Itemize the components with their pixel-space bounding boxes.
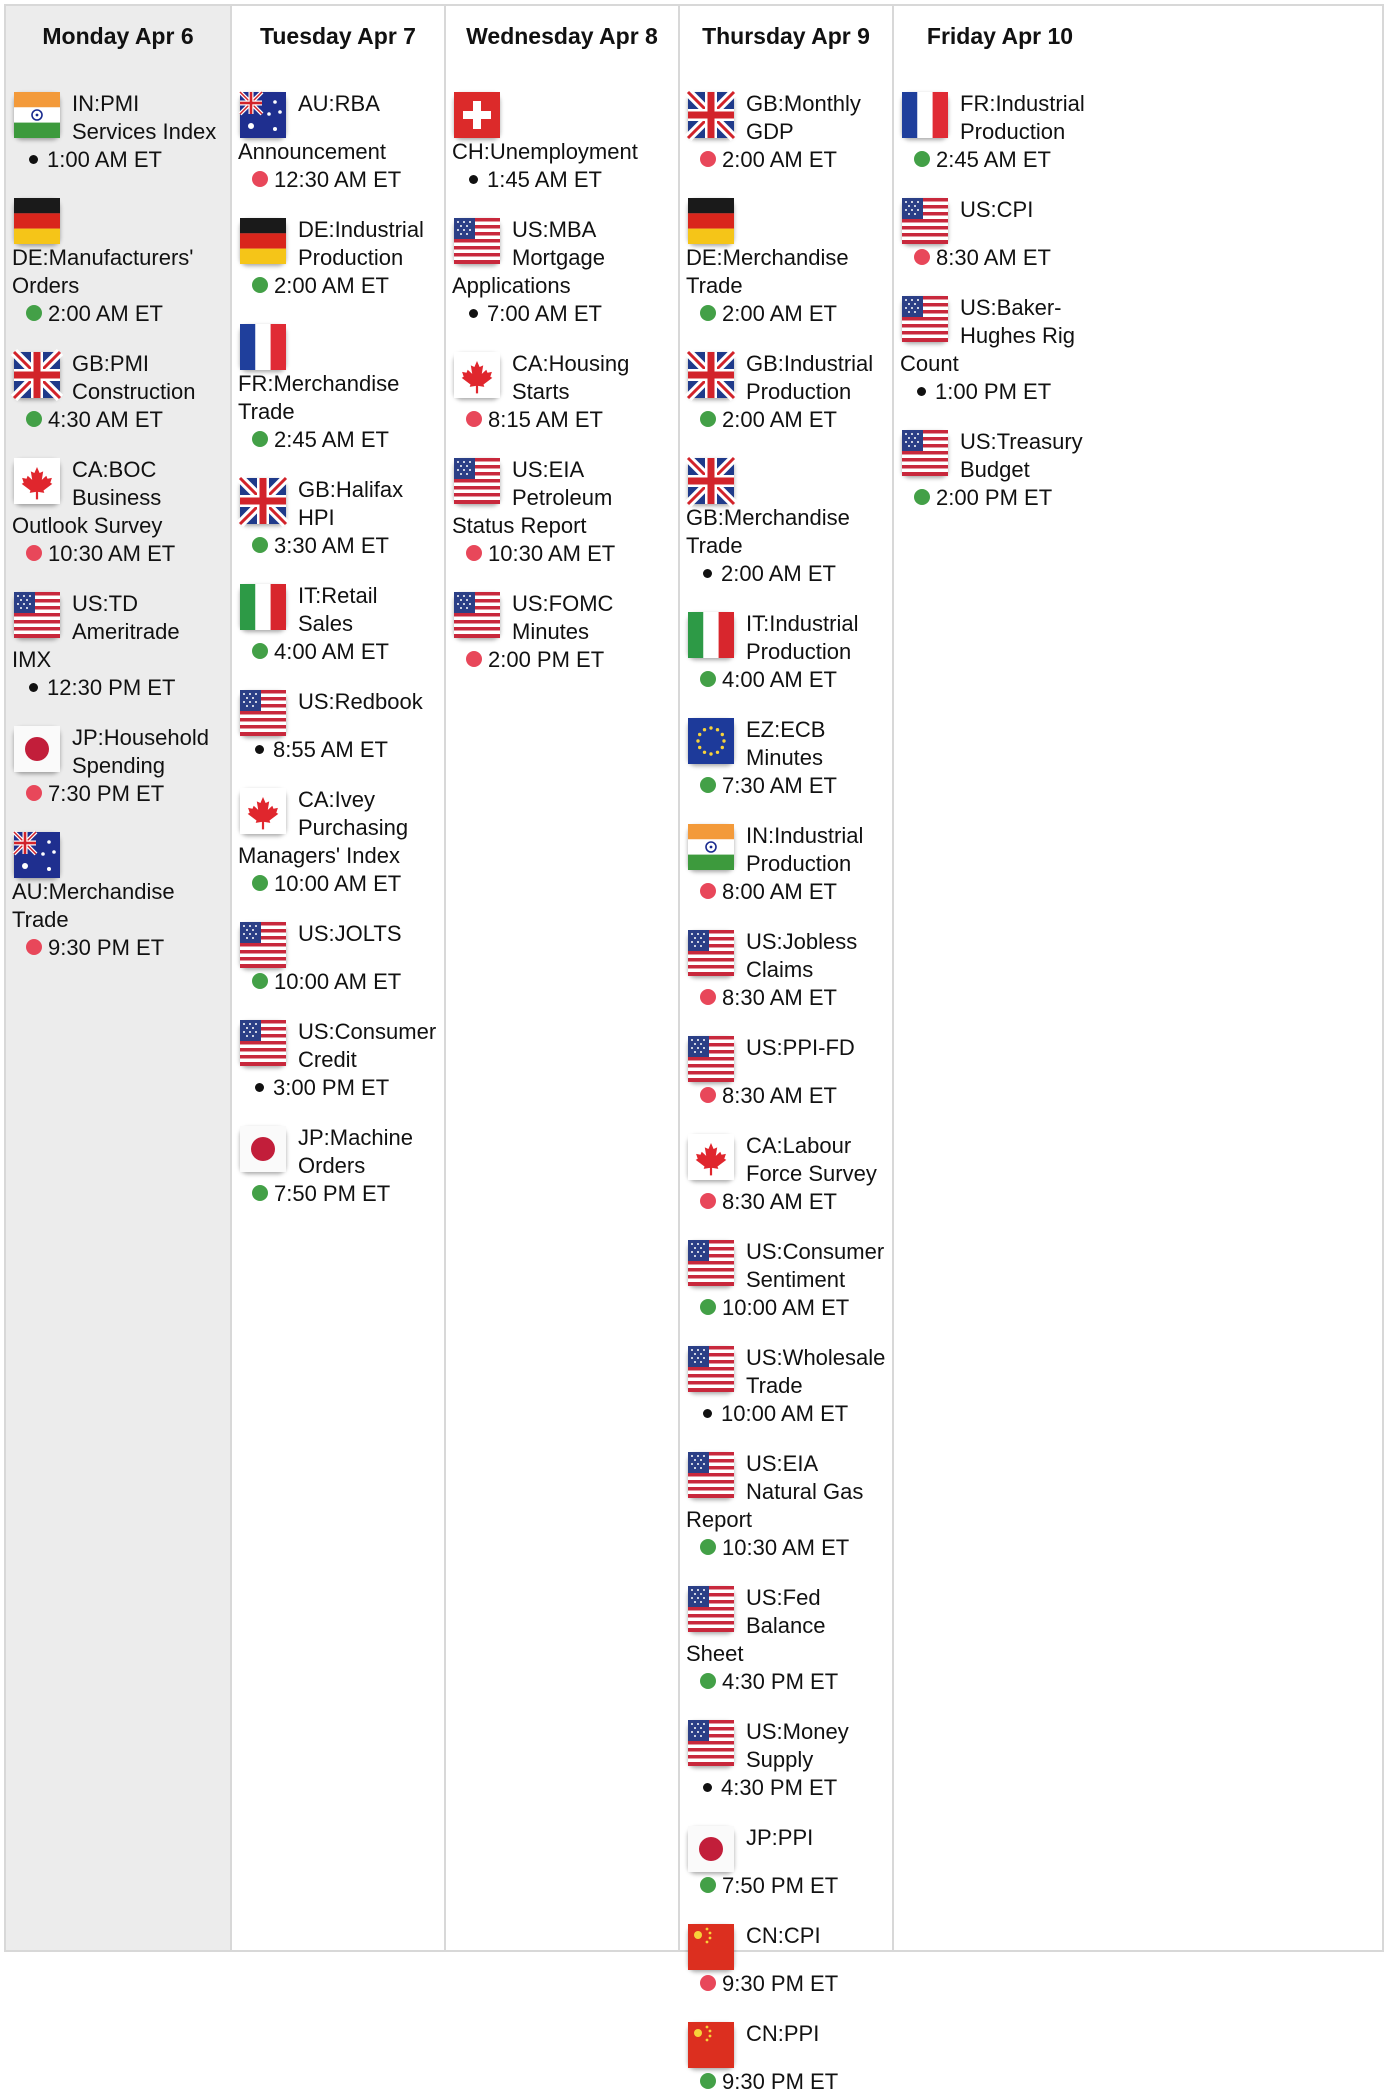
japan-flag-icon bbox=[14, 726, 60, 772]
impact-indicator-icon bbox=[700, 989, 716, 1005]
event-time bbox=[452, 406, 672, 434]
calendar-event[interactable] bbox=[686, 1922, 886, 1998]
calendar-event[interactable] bbox=[238, 920, 438, 996]
calendar-event[interactable] bbox=[238, 1018, 438, 1102]
us-flag-icon bbox=[14, 592, 60, 638]
calendar-event[interactable] bbox=[686, 196, 886, 328]
calendar-event[interactable] bbox=[686, 716, 886, 800]
event-time-label: 8:30 AM ET bbox=[722, 1189, 837, 1214]
calendar-event[interactable] bbox=[686, 2020, 886, 2096]
us-flag-icon bbox=[454, 218, 500, 264]
uk-flag-icon bbox=[14, 352, 60, 398]
event-time-label: 4:30 PM ET bbox=[721, 1775, 838, 1800]
us-flag-icon bbox=[902, 430, 948, 476]
day-column bbox=[232, 6, 446, 1950]
calendar-event[interactable] bbox=[686, 1344, 886, 1428]
event-time bbox=[686, 406, 886, 434]
event-time-label: 4:30 PM ET bbox=[722, 1669, 839, 1694]
day-column bbox=[894, 6, 1106, 1950]
event-name[interactable]: EZ:ECB Minutes bbox=[746, 717, 826, 770]
impact-indicator-icon bbox=[703, 1409, 712, 1418]
canada-flag-icon bbox=[240, 788, 286, 834]
calendar-event[interactable] bbox=[686, 90, 886, 174]
impact-indicator-icon bbox=[700, 1975, 716, 1991]
impact-indicator-icon bbox=[700, 883, 716, 899]
event-name[interactable]: AU:RBA Announcement bbox=[238, 91, 386, 164]
event-time-label: 8:30 AM ET bbox=[936, 245, 1051, 270]
event-time-label: 2:00 AM ET bbox=[722, 407, 837, 432]
day-column bbox=[446, 6, 680, 1950]
impact-indicator-icon bbox=[252, 431, 268, 447]
uk-flag-icon bbox=[240, 478, 286, 524]
event-name[interactable]: US:Consumer Credit bbox=[298, 1019, 437, 1072]
event-name[interactable]: CA:Labour Force Survey bbox=[746, 1133, 877, 1186]
impact-indicator-icon bbox=[26, 939, 42, 955]
event-name[interactable]: FR:Industrial Production bbox=[960, 91, 1085, 144]
event-name[interactable]: JP:Machine Orders bbox=[298, 1125, 413, 1178]
event-name[interactable]: JP:PPI bbox=[746, 1825, 814, 1850]
event-time bbox=[12, 300, 224, 328]
event-time-label: 8:30 AM ET bbox=[722, 985, 837, 1010]
canada-flag-icon bbox=[454, 352, 500, 398]
calendar-event[interactable] bbox=[686, 1034, 886, 1110]
us-flag-icon bbox=[688, 1346, 734, 1392]
event-name[interactable]: GB:Industrial Production bbox=[746, 351, 874, 404]
impact-indicator-icon bbox=[29, 155, 38, 164]
uk-flag-icon bbox=[688, 352, 734, 398]
day-header: Friday Apr 10 bbox=[926, 23, 1074, 49]
us-flag-icon bbox=[688, 1452, 734, 1498]
calendar-event[interactable] bbox=[452, 350, 672, 434]
event-time bbox=[686, 300, 886, 328]
impact-indicator-icon bbox=[26, 545, 42, 561]
event-name[interactable]: JP:Household Spending bbox=[72, 725, 209, 778]
event-time-label: 12:30 PM ET bbox=[47, 675, 176, 700]
france-flag-icon bbox=[902, 92, 948, 138]
event-name[interactable]: CA:Housing Starts bbox=[512, 351, 630, 404]
calendar-event[interactable] bbox=[238, 1124, 438, 1208]
event-name[interactable]: CA:BOC Business Outlook Survey bbox=[12, 457, 163, 538]
impact-indicator-icon bbox=[252, 973, 268, 989]
day-column bbox=[680, 6, 894, 2094]
calendar-event[interactable] bbox=[452, 590, 672, 674]
canada-flag-icon bbox=[14, 458, 60, 504]
event-time bbox=[238, 166, 438, 194]
event-time-label: 2:00 PM ET bbox=[936, 485, 1053, 510]
us-flag-icon bbox=[902, 198, 948, 244]
event-time-label: 10:30 AM ET bbox=[488, 541, 616, 566]
us-flag-icon bbox=[688, 930, 734, 976]
impact-indicator-icon bbox=[700, 1877, 716, 1893]
calendar-event[interactable] bbox=[238, 216, 438, 300]
calendar-event[interactable] bbox=[238, 90, 438, 194]
uk-flag-icon bbox=[688, 458, 734, 504]
event-time-label: 8:30 AM ET bbox=[722, 1083, 837, 1108]
event-time-label: 10:00 AM ET bbox=[274, 871, 402, 896]
event-name[interactable]: US:CPI bbox=[960, 197, 1034, 222]
event-name[interactable]: DE:Manufacturers' Orders bbox=[12, 245, 194, 298]
calendar-event[interactable] bbox=[900, 294, 1100, 406]
event-time bbox=[238, 1180, 438, 1208]
event-time-label: 10:30 AM ET bbox=[722, 1535, 850, 1560]
us-flag-icon bbox=[688, 1240, 734, 1286]
germany-flag-icon bbox=[14, 198, 60, 244]
event-time bbox=[452, 646, 672, 674]
event-time bbox=[900, 378, 1100, 406]
calendar-event[interactable] bbox=[238, 688, 438, 764]
day-header: Thursday Apr 9 bbox=[702, 23, 870, 49]
event-time bbox=[686, 560, 886, 588]
impact-indicator-icon bbox=[700, 305, 716, 321]
event-time bbox=[686, 1188, 886, 1216]
impact-indicator-icon bbox=[255, 1083, 264, 1092]
event-time-label: 2:00 AM ET bbox=[722, 147, 837, 172]
event-time bbox=[452, 540, 672, 568]
event-time bbox=[238, 272, 438, 300]
impact-indicator-icon bbox=[469, 175, 478, 184]
event-time bbox=[238, 968, 438, 996]
event-time bbox=[686, 2068, 886, 2096]
event-time-label: 4:00 AM ET bbox=[722, 667, 837, 692]
impact-indicator-icon bbox=[29, 683, 38, 692]
impact-indicator-icon bbox=[252, 1185, 268, 1201]
event-time-label: 7:50 PM ET bbox=[274, 1181, 391, 1206]
event-time-label: 12:30 AM ET bbox=[274, 167, 402, 192]
event-name[interactable]: US:EIA Natural Gas Report bbox=[686, 1451, 864, 1532]
event-time bbox=[238, 426, 438, 454]
calendar-event[interactable] bbox=[12, 350, 224, 434]
event-name[interactable]: CN:PPI bbox=[746, 2021, 820, 2046]
impact-indicator-icon bbox=[26, 411, 42, 427]
event-time bbox=[686, 1668, 886, 1696]
event-time-label: 2:45 AM ET bbox=[274, 427, 389, 452]
france-flag-icon bbox=[240, 324, 286, 370]
calendar-event[interactable] bbox=[452, 216, 672, 328]
italy-flag-icon bbox=[240, 584, 286, 630]
calendar-event[interactable] bbox=[238, 322, 438, 454]
calendar-event[interactable] bbox=[900, 90, 1100, 174]
calendar-event[interactable] bbox=[12, 724, 224, 808]
event-time-label: 8:00 AM ET bbox=[722, 879, 837, 904]
event-time-label: 10:00 AM ET bbox=[721, 1401, 849, 1426]
economic-calendar bbox=[4, 4, 1384, 2094]
event-time bbox=[686, 878, 886, 906]
calendar-event[interactable] bbox=[12, 90, 224, 174]
event-name[interactable]: US:Fed Balance Sheet bbox=[686, 1585, 826, 1666]
event-time bbox=[12, 406, 224, 434]
india-flag-icon bbox=[688, 824, 734, 870]
day-header: Tuesday Apr 7 bbox=[260, 23, 416, 49]
event-name[interactable]: FR:Merchandise Trade bbox=[238, 371, 400, 424]
event-name[interactable]: IT:Industrial Production bbox=[746, 611, 859, 664]
event-name[interactable]: GB:Monthly GDP bbox=[746, 91, 861, 144]
impact-indicator-icon bbox=[469, 309, 478, 318]
us-flag-icon bbox=[454, 592, 500, 638]
impact-indicator-icon bbox=[252, 643, 268, 659]
event-time bbox=[686, 666, 886, 694]
impact-indicator-icon bbox=[26, 785, 42, 801]
event-name[interactable]: US:Money Supply bbox=[746, 1719, 849, 1772]
event-time bbox=[238, 870, 438, 898]
event-time bbox=[238, 532, 438, 560]
event-time bbox=[686, 1294, 886, 1322]
event-time bbox=[686, 1082, 886, 1110]
event-time bbox=[900, 484, 1100, 512]
us-flag-icon bbox=[688, 1720, 734, 1766]
event-name[interactable]: DE:Industrial Production bbox=[298, 217, 424, 270]
impact-indicator-icon bbox=[914, 151, 930, 167]
event-name[interactable]: GB:Halifax HPI bbox=[298, 477, 404, 530]
day-header: Monday Apr 6 bbox=[42, 23, 194, 49]
event-name[interactable]: US:Consumer Sentiment bbox=[746, 1239, 885, 1292]
event-name[interactable]: GB:Merchandise Trade bbox=[686, 505, 850, 558]
event-name[interactable]: GB:PMI Construction bbox=[72, 351, 196, 404]
impact-indicator-icon bbox=[700, 1539, 716, 1555]
event-time-label: 10:00 AM ET bbox=[722, 1295, 850, 1320]
event-time-label: 8:55 AM ET bbox=[273, 737, 388, 762]
calendar-event[interactable] bbox=[686, 1824, 886, 1900]
impact-indicator-icon bbox=[700, 1193, 716, 1209]
event-time bbox=[686, 1400, 886, 1428]
event-time-label: 2:00 AM ET bbox=[48, 301, 163, 326]
event-name[interactable]: US:FOMC Minutes bbox=[512, 591, 614, 644]
impact-indicator-icon bbox=[252, 875, 268, 891]
event-time-label: 1:00 AM ET bbox=[47, 147, 162, 172]
event-name[interactable]: US:JOLTS bbox=[298, 921, 402, 946]
us-flag-icon bbox=[454, 458, 500, 504]
event-time-label: 9:30 PM ET bbox=[722, 1971, 839, 1996]
event-time bbox=[12, 780, 224, 808]
event-name[interactable]: IN:PMI Services Index bbox=[72, 91, 217, 144]
event-time bbox=[686, 146, 886, 174]
event-time-label: 2:00 AM ET bbox=[721, 561, 836, 586]
us-flag-icon bbox=[240, 690, 286, 736]
impact-indicator-icon bbox=[466, 411, 482, 427]
impact-indicator-icon bbox=[466, 651, 482, 667]
event-time-label: 7:30 AM ET bbox=[722, 773, 837, 798]
impact-indicator-icon bbox=[252, 171, 268, 187]
calendar-event[interactable] bbox=[238, 786, 438, 898]
event-time bbox=[686, 984, 886, 1012]
event-time bbox=[12, 540, 224, 568]
calendar-event[interactable] bbox=[686, 456, 886, 588]
switzerland-flag-icon bbox=[454, 92, 500, 138]
impact-indicator-icon bbox=[914, 249, 930, 265]
japan-flag-icon bbox=[688, 1826, 734, 1872]
calendar-event[interactable] bbox=[12, 196, 224, 328]
event-name[interactable]: US:TD Ameritrade IMX bbox=[12, 591, 180, 672]
calendar-event[interactable] bbox=[686, 1238, 886, 1322]
event-time bbox=[238, 1074, 438, 1102]
event-name[interactable]: US:EIA Petroleum Status Report bbox=[452, 457, 613, 538]
event-name[interactable]: US:Jobless Claims bbox=[746, 929, 858, 982]
impact-indicator-icon bbox=[703, 1783, 712, 1792]
australia-flag-icon bbox=[14, 832, 60, 878]
event-time-label: 4:30 AM ET bbox=[48, 407, 163, 432]
event-time-label: 1:45 AM ET bbox=[487, 167, 602, 192]
italy-flag-icon bbox=[688, 612, 734, 658]
event-time bbox=[452, 300, 672, 328]
event-name[interactable]: US:Wholesale Trade bbox=[746, 1345, 886, 1398]
event-name[interactable]: AU:Merchandise Trade bbox=[12, 879, 175, 932]
china-flag-icon bbox=[688, 1924, 734, 1970]
event-time bbox=[686, 1774, 886, 1802]
calendar-event[interactable] bbox=[686, 350, 886, 434]
calendar-event[interactable] bbox=[686, 610, 886, 694]
impact-indicator-icon bbox=[914, 489, 930, 505]
impact-indicator-icon bbox=[703, 569, 712, 578]
calendar-event[interactable] bbox=[686, 928, 886, 1012]
event-time-label: 2:00 AM ET bbox=[722, 301, 837, 326]
event-time-label: 4:00 AM ET bbox=[274, 639, 389, 664]
calendar-event[interactable] bbox=[238, 582, 438, 666]
event-name[interactable]: US:Redbook bbox=[298, 689, 423, 714]
impact-indicator-icon bbox=[466, 545, 482, 561]
event-name[interactable]: US:Baker-Hughes Rig Count bbox=[900, 295, 1075, 376]
event-time bbox=[686, 1872, 886, 1900]
event-time-label: 9:30 PM ET bbox=[722, 2069, 839, 2094]
calendar-event[interactable] bbox=[452, 90, 672, 194]
event-name[interactable]: IT:Retail Sales bbox=[298, 583, 378, 636]
japan-flag-icon bbox=[240, 1126, 286, 1172]
calendar-event[interactable] bbox=[452, 456, 672, 568]
impact-indicator-icon bbox=[252, 277, 268, 293]
uk-flag-icon bbox=[688, 92, 734, 138]
calendar-event[interactable] bbox=[12, 456, 224, 568]
event-name[interactable]: DE:Merchandise Trade bbox=[686, 245, 849, 298]
event-time bbox=[452, 166, 672, 194]
event-time bbox=[12, 146, 224, 174]
impact-indicator-icon bbox=[700, 151, 716, 167]
calendar-event[interactable] bbox=[12, 590, 224, 702]
event-name[interactable]: US:MBA Mortgage Applications bbox=[452, 217, 605, 298]
event-time bbox=[12, 934, 224, 962]
event-time bbox=[900, 146, 1100, 174]
us-flag-icon bbox=[902, 296, 948, 342]
event-time-label: 3:00 PM ET bbox=[273, 1075, 390, 1100]
event-time-label: 10:30 AM ET bbox=[48, 541, 176, 566]
calendar-event[interactable] bbox=[900, 428, 1100, 512]
event-time-label: 2:00 AM ET bbox=[274, 273, 389, 298]
india-flag-icon bbox=[14, 92, 60, 138]
canada-flag-icon bbox=[688, 1134, 734, 1180]
impact-indicator-icon bbox=[700, 411, 716, 427]
impact-indicator-icon bbox=[700, 777, 716, 793]
event-time-label: 2:00 PM ET bbox=[488, 647, 605, 672]
impact-indicator-icon bbox=[252, 537, 268, 553]
impact-indicator-icon bbox=[917, 387, 926, 396]
event-name[interactable]: US:PPI-FD bbox=[746, 1035, 855, 1060]
impact-indicator-icon bbox=[700, 1673, 716, 1689]
impact-indicator-icon bbox=[700, 1087, 716, 1103]
event-time-label: 3:30 AM ET bbox=[274, 533, 389, 558]
event-name[interactable]: CA:Ivey Purchasing Managers' Index bbox=[238, 787, 409, 868]
impact-indicator-icon bbox=[700, 2073, 716, 2089]
event-time-label: 7:50 PM ET bbox=[722, 1873, 839, 1898]
day-header: Wednesday Apr 8 bbox=[466, 23, 658, 49]
impact-indicator-icon bbox=[26, 305, 42, 321]
calendar-event[interactable] bbox=[900, 196, 1100, 272]
calendar-event[interactable] bbox=[238, 476, 438, 560]
calendar-event[interactable] bbox=[686, 1132, 886, 1216]
event-time-label: 1:00 PM ET bbox=[935, 379, 1052, 404]
calendar-event[interactable] bbox=[686, 1450, 886, 1562]
event-time-label: 9:30 PM ET bbox=[48, 935, 165, 960]
australia-flag-icon bbox=[240, 92, 286, 138]
eu-flag-icon bbox=[688, 718, 734, 764]
event-time bbox=[238, 736, 438, 764]
event-time bbox=[900, 244, 1100, 272]
us-flag-icon bbox=[240, 922, 286, 968]
event-time bbox=[12, 674, 224, 702]
impact-indicator-icon bbox=[700, 671, 716, 687]
germany-flag-icon bbox=[688, 198, 734, 244]
event-time-label: 10:00 AM ET bbox=[274, 969, 402, 994]
us-flag-icon bbox=[688, 1036, 734, 1082]
calendar-event[interactable] bbox=[686, 1718, 886, 1802]
us-flag-icon bbox=[688, 1586, 734, 1632]
event-time-label: 2:45 AM ET bbox=[936, 147, 1051, 172]
event-name[interactable]: CN:CPI bbox=[746, 1923, 821, 1948]
event-time-label: 7:00 AM ET bbox=[487, 301, 602, 326]
calendar-event[interactable] bbox=[12, 830, 224, 962]
event-time bbox=[686, 772, 886, 800]
day-column bbox=[6, 6, 232, 1950]
us-flag-icon bbox=[240, 1020, 286, 1066]
event-name[interactable]: US:Treasury Budget bbox=[960, 429, 1083, 482]
event-name[interactable]: IN:Industrial Production bbox=[746, 823, 864, 876]
china-flag-icon bbox=[688, 2022, 734, 2068]
event-time-label: 7:30 PM ET bbox=[48, 781, 165, 806]
event-time bbox=[686, 1970, 886, 1998]
calendar-event[interactable] bbox=[686, 822, 886, 906]
event-time bbox=[238, 638, 438, 666]
event-name[interactable]: CH:Unemployment bbox=[452, 139, 638, 164]
impact-indicator-icon bbox=[700, 1299, 716, 1315]
impact-indicator-icon bbox=[255, 745, 264, 754]
event-time-label: 8:15 AM ET bbox=[488, 407, 603, 432]
event-time bbox=[686, 1534, 886, 1562]
germany-flag-icon bbox=[240, 218, 286, 264]
calendar-event[interactable] bbox=[686, 1584, 886, 1696]
